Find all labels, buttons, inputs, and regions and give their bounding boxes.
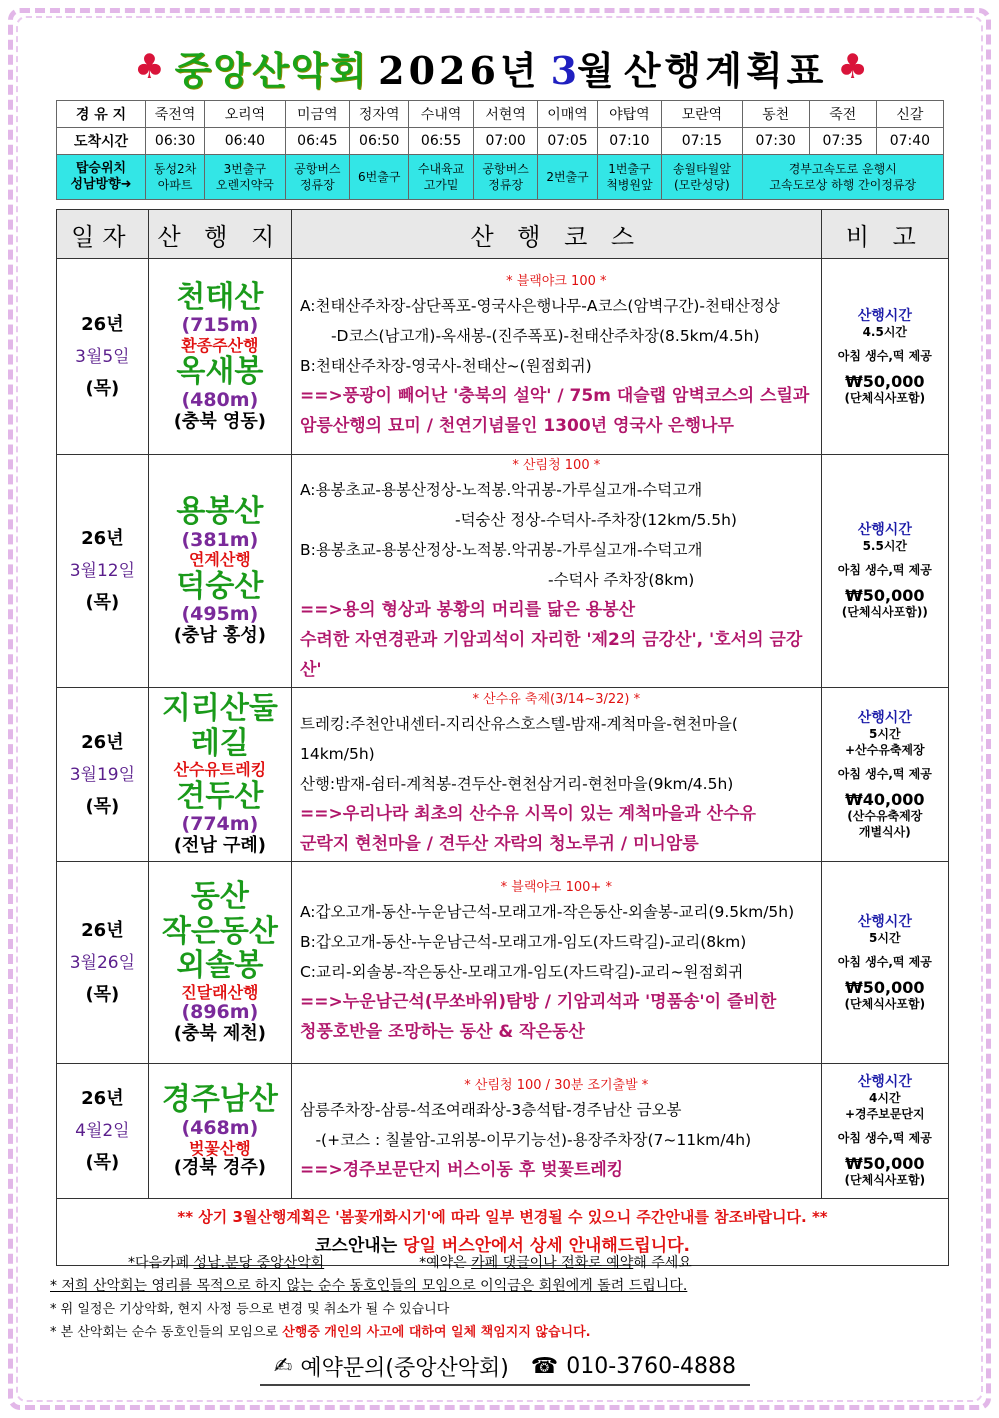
location-line: 6번출구 (358, 170, 401, 184)
course-highlight: 청풍호반을 조망하는 동산 & 작은동산 (299, 1021, 585, 1042)
note-spacer (823, 758, 947, 766)
plan-course-cell (291, 862, 821, 1064)
note-provision: 아침 생수,떡 제공 (837, 766, 932, 781)
plan-month-day: 3월19일 (69, 764, 136, 785)
mountain-name: 천태산 (176, 279, 264, 315)
note-price: ₩50,000 (845, 371, 925, 391)
location-cell (205, 155, 285, 200)
note-time-label: 산행시간 (857, 913, 912, 930)
contact-line (260, 1348, 750, 1386)
location-line: 1번출구 (608, 162, 651, 176)
contact-label: 예약문의(중앙산악회) (300, 1355, 509, 1381)
plan-date-cell (57, 455, 149, 688)
cafe-label: *다음카페 (128, 1255, 194, 1271)
mountain-reg: (전남 구례) (173, 835, 266, 857)
stop-cell: 오리역 (205, 101, 285, 128)
location-line: 정류장 (299, 178, 335, 192)
plan-course-cell (291, 1064, 821, 1199)
location-cell (285, 155, 350, 200)
plan-weekday: (목) (85, 592, 120, 613)
reserve-label: *예약은 (419, 1255, 472, 1271)
time-cell: 06:50 (350, 128, 409, 155)
location-cell-highway (742, 155, 943, 200)
location-line: 동성2차 (153, 162, 197, 176)
plan-note-cell (821, 688, 948, 862)
note-duration: 5.5시간 (862, 539, 908, 553)
note-meal: (산수유축제장 (847, 808, 923, 823)
note-provision: 아침 생수,떡 제공 (837, 563, 932, 577)
plan-course-cell (291, 455, 821, 688)
mountain-tag: 환종주산행 (181, 335, 259, 355)
course-badge: * 산림청 100 / 30분 조기출발 * (464, 1078, 649, 1093)
plan-month-day: 4월2일 (75, 1121, 130, 1141)
plan-mountain-cell (148, 455, 291, 688)
note-duration: 4.5시간 (862, 324, 908, 339)
note-provision: 아침 생수,떡 제공 (837, 348, 932, 363)
mountain-name: 덕숭산 (176, 568, 264, 604)
info-line-nonprofit: * 저희 산악회는 영리를 목적으로 하지 않는 순수 동호인들의 모임으로 이익금은 회원에게 돌려 드립니다. (50, 1278, 688, 1294)
course-line: A:용봉초교-용봉산정상-노적봉.악귀봉-가루실고개-수덕고개 (299, 481, 703, 499)
mountain-h: (774m) (181, 813, 259, 836)
mountain-h: (896m) (181, 1001, 259, 1024)
plan-row (57, 455, 949, 688)
course-badge: * 블랙야크 100 * (506, 273, 607, 289)
time-cell: 07:35 (809, 128, 876, 155)
info-line-change: * 위 일정은 기상악화, 현지 사정 등으로 변경 및 취소가 될 수 있습니다 (50, 1302, 450, 1317)
stop-cell: 수내역 (409, 101, 474, 128)
guide-highlight: 당일 버스안에서 상세 안내해드립니다. (403, 1236, 690, 1256)
course-line: 트레킹:주천안내센터-지리산유스호스텔-밤재-계척마을-현천마을( 14km/5h) (299, 714, 738, 763)
locations-header-title: 탑승위치 (75, 161, 127, 176)
hiking-plan-table (56, 209, 949, 1266)
pen-icon: ✍ (273, 1353, 293, 1379)
note-price: ₩50,000 (845, 586, 925, 605)
location-line: 2번출구 (546, 170, 589, 184)
mountain-name: 동산 (190, 879, 249, 915)
reserve-method: 카페 댓글이나 전화로 예약 (471, 1255, 634, 1271)
locations-header-direction: 성남방향➜ (70, 177, 132, 192)
course-line: A:갑오고개-동산-누운남근석-모래고개-작은동산-외솔봉-교리(9.5km/5h) (299, 902, 795, 921)
location-cell (538, 155, 597, 200)
plan-date-cell (57, 862, 149, 1064)
plan-month-day: 3월26일 (69, 952, 136, 973)
stop-cell: 미금역 (285, 101, 350, 128)
note-price: ₩50,000 (845, 1154, 925, 1173)
contact-phone[interactable]: 010-3760-4888 (566, 1353, 737, 1379)
mountain-tag: 연계산행 (188, 550, 251, 570)
mountain-reg: (충북 영동) (173, 410, 266, 432)
course-line: C:교리-외솔봉-작은동산-모래고개-임도(자드락길)-교리~원점회귀 (299, 962, 744, 981)
stops-header: 경 유 지 (57, 101, 146, 128)
course-line: B:용봉초교-용봉산정상-노적봉.악귀봉-가루실고개-수덕고개 (299, 541, 703, 559)
note-spacer (823, 1122, 947, 1130)
plan-mountain-cell (148, 1064, 291, 1199)
course-line: -D코스(남고개)-옥새봉-(진주폭포)-천태산주차장(8.5km/4.5h) (299, 326, 760, 345)
title-month-suffix: 월 (577, 47, 614, 93)
club-name: 중앙산악회 (174, 47, 369, 93)
plan-weekday: (목) (85, 795, 120, 817)
course-line: B:천태산주차장-영국사-천태산~(원점회귀) (299, 356, 592, 375)
course-line: B:갑오고개-동산-누운남근석-모래고개-임도(자드락길)-교리(8km) (299, 932, 747, 951)
mountain-h: (495m) (181, 603, 259, 626)
note-time-label: 산행시간 (857, 1074, 912, 1090)
note-provision: 아침 생수,떡 제공 (837, 954, 932, 969)
stop-cell: 야탑역 (597, 101, 662, 128)
course-highlight: ==>풍광이 빼어난 '충북의 설악' / 75m 대슬랩 암벽코스의 스릴과 (299, 385, 810, 406)
time-cell: 07:40 (876, 128, 943, 155)
note-spacer (823, 340, 947, 348)
note-price: ₩40,000 (845, 789, 925, 809)
stop-cell: 동천 (742, 101, 809, 128)
location-cell (473, 155, 538, 200)
title-year: 2026년 (378, 47, 541, 93)
location-line: (모란성당) (674, 178, 730, 192)
plan-date-cell (57, 688, 149, 862)
mountain-h: (468m) (181, 1116, 259, 1139)
note-meal: (단체식사포함) (844, 390, 926, 405)
note-meal: (단체식사포함) (844, 996, 926, 1011)
note-time-label: 산행시간 (857, 522, 912, 538)
course-highlight: 군락지 현천마을 / 견두산 자락의 청노루귀 / 미니암릉 (299, 833, 699, 854)
note-extra: +산수유축제장 (845, 742, 925, 757)
note-provision: 아침 생수,떡 제공 (837, 1131, 932, 1145)
plan-header-row (57, 210, 949, 259)
time-cell: 06:55 (409, 128, 474, 155)
location-line: 공항버스 (482, 162, 529, 176)
note-duration: 5시간 (869, 726, 901, 741)
mountain-name: 견두산 (176, 778, 264, 814)
header-course: 산 행 코 스 (291, 210, 821, 259)
note-meal-extra: 개별식사) (858, 824, 911, 839)
plan-year: 26년 (81, 731, 124, 753)
course-line: -수덕사 주차장(8km) (299, 571, 695, 589)
location-line: 경부고속도로 운행시 (788, 162, 897, 176)
course-line: -덕숭산 정상-수덕사-주차장(12km/5.5h) (299, 511, 737, 529)
note-extra: +경주보문단지 (845, 1107, 925, 1121)
mountain-name: 지리산둘레길 (161, 691, 278, 761)
note-meal: (단체식사포함) (844, 1173, 926, 1187)
mountain-name: 경주남산 (161, 1082, 278, 1118)
mountain-name: 용봉산 (176, 494, 264, 530)
plan-year: 26년 (81, 528, 124, 549)
plan-note-cell (821, 259, 948, 455)
club-left-icon: ♣ (134, 47, 165, 87)
mountain-reg: (충북 제천) (173, 1023, 266, 1045)
location-cell (350, 155, 409, 200)
plan-weekday: (목) (85, 377, 120, 399)
plan-month-day: 3월12일 (69, 561, 136, 581)
course-line: 산행:밤재-쉼터-계척봉-견두산-현천삼거리-현천마을(9km/4.5h) (299, 774, 734, 793)
mountain-tag: 벚꽃산행 (188, 1138, 251, 1158)
course-highlight: ==>용의 형상과 봉황의 머리를 닮은 용봉산 (299, 600, 636, 620)
mountain-name: 외솔봉 (176, 948, 264, 984)
header-mountain: 산 행 지 (148, 210, 291, 259)
plan-year: 26년 (81, 313, 124, 335)
plan-row (57, 862, 949, 1064)
reserve-suffix: 해 주세요 (633, 1255, 692, 1271)
stop-cell: 이매역 (538, 101, 597, 128)
phone-icon: ☎ (530, 1353, 559, 1379)
plan-note-cell (821, 455, 948, 688)
location-line: 고속도로상 하행 간이정류장 (769, 178, 917, 192)
title-month: 3 (550, 47, 578, 93)
time-cell: 06:30 (146, 128, 205, 155)
note-spacer (823, 946, 947, 954)
mountain-h: (381m) (181, 528, 259, 551)
note-duration: 4시간 (869, 1091, 901, 1105)
note-spacer (823, 554, 947, 562)
location-line: 3번출구 (223, 162, 267, 176)
time-cell: 07:10 (597, 128, 662, 155)
location-line: 오렌지약국 (215, 178, 274, 192)
course-badge: * 산수유 축제(3/14~3/22) * (472, 691, 641, 707)
plan-notice: ** 상기 3월산행계획은 '봄꽃개화시기'에 따라 일부 변경될 수 있으니 주간안내를 참조바랍니다. ** (177, 1208, 828, 1226)
stop-cell: 신갈 (876, 101, 943, 128)
time-cell: 07:30 (742, 128, 809, 155)
course-highlight: ==>누운남근석(무쏘바위)탐방 / 기암괴석과 '명품송'이 즐비한 (299, 991, 777, 1012)
time-cell: 07:15 (662, 128, 742, 155)
info-line-liability (50, 1321, 950, 1344)
note-price: ₩50,000 (845, 977, 925, 997)
plan-note-cell (821, 1064, 948, 1199)
location-line: 수내육교 (417, 162, 465, 176)
location-cell (662, 155, 742, 200)
location-line: 송월타월앞 (672, 162, 731, 176)
plan-weekday: (목) (85, 983, 120, 1005)
mountain-reg: (경북 경주) (173, 1157, 266, 1179)
info-line-cafe (50, 1252, 950, 1275)
pickup-locations-row (57, 155, 944, 200)
mountain-h: (480m) (181, 388, 259, 411)
plan-date-cell (57, 1064, 149, 1199)
club-right-icon: ♣ (837, 47, 868, 87)
guide-text: 코스안내는 (315, 1236, 404, 1256)
pickup-stops-row (57, 101, 944, 128)
location-line: 공항버스 (294, 162, 341, 176)
note-meal: (단체식사포함)) (841, 605, 928, 619)
time-cell: 06:40 (205, 128, 285, 155)
info-section (50, 1252, 950, 1344)
plan-row (57, 1064, 949, 1199)
location-cell (597, 155, 662, 200)
plan-mountain-cell (148, 259, 291, 455)
stop-cell: 서현역 (473, 101, 538, 128)
time-cell: 06:45 (285, 128, 350, 155)
stop-cell: 죽전역 (146, 101, 205, 128)
location-cell (146, 155, 205, 200)
course-highlight: 수려한 자연경관과 기암괴석이 자리한 '제2의 금강산', '호서의 금강산' (299, 630, 803, 680)
course-line: A:천태산주차장-삼단폭포-영국사은행나무-A코스(암벽구간)-천태산정상 (299, 296, 780, 315)
title-rest: 산행계획표 (623, 47, 828, 93)
stop-cell: 죽전 (809, 101, 876, 128)
course-line: 삼릉주차장-삼릉-석조여래좌상-3층석탑-경주남산 금오봉 (299, 1101, 682, 1119)
course-highlight: ==>우리나라 최초의 산수유 시목이 있는 계척마을과 산수유 (299, 803, 756, 824)
plan-date-cell (57, 259, 149, 455)
stop-cell: 정자역 (350, 101, 409, 128)
plan-year: 26년 (81, 1088, 124, 1109)
plan-month-day: 3월5일 (75, 346, 130, 367)
location-cell (409, 155, 474, 200)
locations-header (57, 155, 146, 200)
course-highlight: ==>경주보문단지 버스이동 후 벚꽃트레킹 (299, 1160, 624, 1180)
mountain-name: 작은동산 (161, 913, 278, 949)
location-line: 고가밑 (423, 178, 459, 192)
mountain-name: 옥새봉 (176, 354, 264, 390)
note-duration: 5시간 (869, 930, 901, 945)
header-note: 비 고 (821, 210, 948, 259)
header-date: 일자 (57, 210, 149, 259)
plan-row (57, 259, 949, 455)
course-line: -(+코스 : 칠불암-고위봉-이무기능선)-용장주차장(7~11km/4h) (299, 1131, 752, 1149)
course-highlight: 암릉산행의 묘미 / 천연기념물인 1300년 영국사 은행나무 (299, 415, 734, 436)
course-badge: * 산림청 100 * (512, 458, 601, 473)
plan-course-cell (291, 259, 821, 455)
plan-row (57, 688, 949, 862)
plan-note-cell (821, 862, 948, 1064)
note-time-label: 산행시간 (857, 709, 912, 726)
time-cell: 07:05 (538, 128, 597, 155)
pickup-schedule-table (56, 100, 944, 200)
cafe-link[interactable]: 성남.분당 중앙산악회 (193, 1255, 325, 1271)
mountain-tag: 진달래산행 (181, 982, 259, 1002)
plan-year: 26년 (81, 919, 124, 941)
course-badge: * 블랙야크 100+ * (500, 879, 612, 895)
mountain-h: (715m) (181, 314, 259, 337)
liability-text: * 본 산악회는 순수 동호인들의 모임으로 (50, 1325, 283, 1340)
plan-weekday: (목) (85, 1152, 120, 1173)
plan-course-cell (291, 688, 821, 862)
location-line: 정류장 (488, 178, 524, 192)
time-cell: 07:00 (473, 128, 538, 155)
page-title (86, 38, 916, 96)
pickup-times-row (57, 128, 944, 155)
plan-mountain-cell (148, 688, 291, 862)
mountain-reg: (충남 홍성) (173, 625, 266, 647)
mountain-tag: 산수유트레킹 (173, 760, 267, 780)
liability-highlight: 산행중 개인의 사고에 대하여 일체 책임지지 않습니다. (282, 1325, 591, 1340)
plan-mountain-cell (148, 862, 291, 1064)
note-time-label: 산행시간 (857, 307, 912, 324)
times-header: 도착시간 (57, 128, 146, 155)
location-line: 척병원앞 (606, 178, 653, 192)
location-line: 아파트 (157, 178, 193, 192)
stop-cell: 모란역 (662, 101, 742, 128)
